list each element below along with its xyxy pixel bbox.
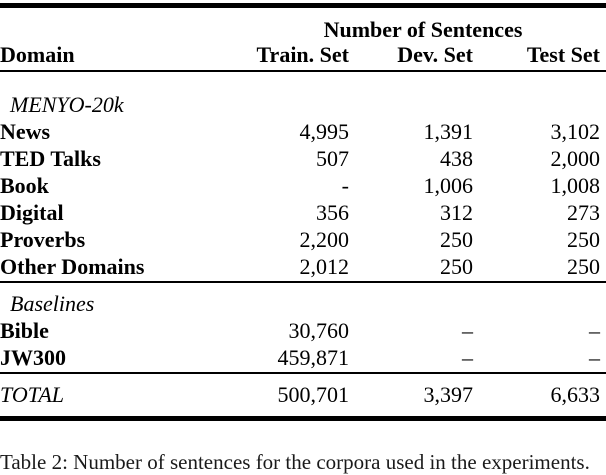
domain-cell: Bible: [0, 317, 49, 343]
domain-cell: Proverbs: [0, 226, 86, 252]
dev-cell: 312: [440, 199, 473, 225]
table-caption: Table 2: Number of sentences for the corpora used in the experiments.: [0, 450, 590, 474]
row-book: [0, 173, 606, 200]
dev-cell: 250: [440, 253, 473, 279]
row-jw300: [0, 345, 606, 373]
domain-cell: Book: [0, 172, 49, 198]
row-digital: [0, 200, 606, 227]
test-cell: –: [589, 344, 600, 370]
train-cell: 4,995: [299, 118, 349, 144]
train-cell: 500,701: [246, 373, 353, 419]
train-cell: 356: [316, 199, 349, 225]
section-menyo20k: [0, 71, 606, 282]
train-cell: 30,760: [288, 317, 349, 343]
domain-cell: Other Domains: [0, 253, 145, 279]
train-cell: -: [341, 172, 349, 198]
col-header-dev: Dev. Set: [353, 42, 477, 71]
dev-cell: 250: [440, 226, 473, 252]
row-bible: [0, 318, 606, 345]
col-header-domain: Domain: [0, 42, 246, 71]
test-cell: 3,102: [550, 118, 600, 144]
row-total: [0, 373, 606, 419]
section-title: Baselines: [0, 282, 606, 318]
train-cell: 2,200: [299, 226, 349, 252]
test-cell: 250: [567, 226, 600, 252]
domain-cell: TED Talks: [0, 145, 101, 171]
test-cell: 6,633: [477, 373, 606, 419]
col-header-test: Test Set: [477, 42, 606, 71]
row-ted-talks: [0, 146, 606, 173]
spanner-row: [0, 6, 606, 42]
domain-cell: News: [0, 118, 51, 144]
table-header: [0, 6, 606, 71]
dev-cell: 1,391: [423, 118, 473, 144]
test-cell: 273: [567, 199, 600, 225]
dev-cell: –: [462, 317, 473, 343]
sentence-counts-table: [0, 3, 606, 421]
col-header-train: Train. Set: [246, 42, 353, 71]
section-header-baselines: [0, 282, 606, 318]
train-cell: 2,012: [299, 253, 349, 279]
test-cell: 1,008: [550, 172, 600, 198]
column-header-row: [0, 42, 606, 71]
spanner-title: Number of Sentences: [323, 16, 523, 42]
section-total: [0, 373, 606, 419]
test-cell: –: [589, 317, 600, 343]
test-cell: 250: [567, 253, 600, 279]
domain-cell: Digital: [0, 199, 64, 225]
test-cell: 2,000: [550, 145, 600, 171]
domain-cell: JW300: [0, 344, 66, 370]
section-baselines: [0, 282, 606, 373]
row-news: [0, 119, 606, 146]
dev-cell: 3,397: [353, 373, 477, 419]
dev-cell: 438: [440, 145, 473, 171]
section-header-menyo20k: [0, 71, 606, 119]
train-cell: 459,871: [277, 344, 349, 370]
row-other-domains: [0, 254, 606, 282]
domain-cell: TOTAL: [0, 373, 246, 419]
row-proverbs: [0, 227, 606, 254]
dev-cell: 1,006: [423, 172, 473, 198]
section-title: MENYO-20k: [10, 91, 124, 117]
dev-cell: –: [462, 344, 473, 370]
spanner-spacer: [0, 6, 246, 42]
train-cell: 507: [316, 145, 349, 171]
